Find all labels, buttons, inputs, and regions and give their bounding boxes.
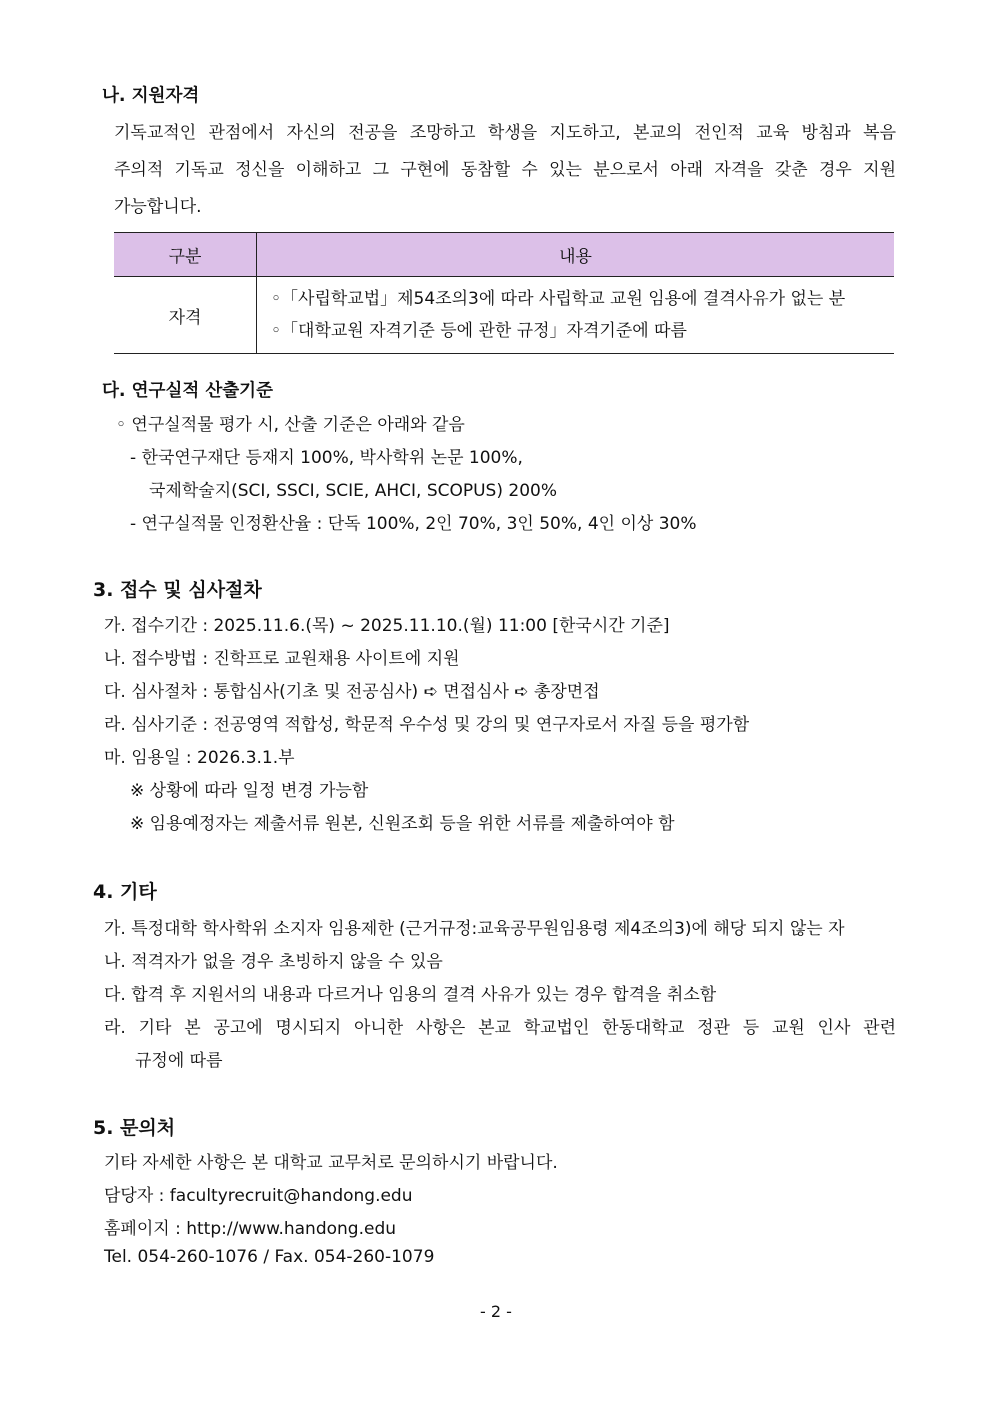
page-number: - 2 - xyxy=(480,1302,512,1321)
other-item: 다. 합격 후 지원서의 내용과 다르거나 임용의 결격 사유가 있는 경우 합격을 취소함 xyxy=(104,985,717,1005)
table-cell-label: 자격 xyxy=(114,277,257,354)
contact-person: 담당자 : facultyrecruit@handong.edu xyxy=(104,1186,413,1206)
section-heading-other: 4. 기타 xyxy=(93,881,157,903)
other-item-cont: 규정에 따름 xyxy=(135,1051,223,1071)
section-heading-contact: 5. 문의처 xyxy=(93,1117,176,1139)
table-header-content: 내용 xyxy=(257,233,895,277)
table-row xyxy=(114,277,894,354)
table-cell-content xyxy=(257,277,895,354)
contact-homepage: 홈페이지 : http://www.handong.edu xyxy=(104,1219,397,1239)
qualification-paragraph-line-2: 주의적 기독교 정신을 이해하고 그 구현에 동참할 수 있는 분으로서 아래 자격을 갖춘 경우 지원 xyxy=(114,160,896,180)
other-item: 나. 적격자가 없을 경우 초빙하지 않을 수 있음 xyxy=(104,952,443,972)
procedure-item: 가. 접수기간 : 2025.11.6.(목) ~ 2025.11.10.(월) 11:00 [한국시간 기준] xyxy=(104,616,670,636)
qualification-paragraph-line-1: 기독교적인 관점에서 자신의 전공을 조망하고 학생을 지도하고, 본교의 전인적 교육 방침과 복음 xyxy=(114,123,896,143)
procedure-note: ※ 상황에 따라 일정 변경 가능함 xyxy=(130,781,369,801)
procedure-note: ※ 임용예정자는 제출서류 원본, 신원조회 등을 위한 서류를 제출하여야 함 xyxy=(130,814,675,834)
procedure-item: 다. 심사절차 : 통합심사(기초 및 전공심사) ➪ 면접심사 ➪ 총장면접 xyxy=(104,682,600,702)
research-bullet: ◦ 연구실적물 평가 시, 산출 기준은 아래와 같음 xyxy=(116,415,465,435)
section-heading-procedure: 3. 접수 및 심사절차 xyxy=(93,579,262,601)
table-header-category: 구분 xyxy=(114,233,257,277)
contact-info-text: 기타 자세한 사항은 본 대학교 교무처로 문의하시기 바랍니다. xyxy=(104,1153,558,1173)
procedure-item: 마. 임용일 : 2026.3.1.부 xyxy=(104,748,295,768)
research-dash-item-cont: 국제학술지(SCI, SSCI, SCIE, AHCI, SCOPUS) 200% xyxy=(149,481,557,501)
other-item: 라. 기타 본 공고에 명시되지 아니한 사항은 본교 학교법인 한동대학교 정관 등 교원 인사 관련 xyxy=(104,1018,896,1038)
procedure-item: 나. 접수방법 : 진학프로 교원채용 사이트에 지원 xyxy=(104,649,460,669)
research-dash-item: - 연구실적물 인정환산율 : 단독 100%, 2인 70%, 3인 50%, 4인 이상 30% xyxy=(130,514,697,534)
contact-phone-fax: Tel. 054-260-1076 / Fax. 054-260-1079 xyxy=(104,1247,435,1267)
qualification-paragraph-line-3: 가능합니다. xyxy=(114,197,202,217)
table-header-row xyxy=(114,233,894,277)
procedure-item: 라. 심사기준 : 전공영역 적합성, 학문적 우수성 및 강의 및 연구자로서 자질 등을 평가함 xyxy=(104,715,750,735)
section-heading-research: 다. 연구실적 산출기준 xyxy=(102,381,273,401)
qualification-table xyxy=(114,232,894,354)
section-heading-qualification: 나. 지원자격 xyxy=(102,86,200,106)
table-item: ◦「사립학교법」제54조의3에 따라 사립학교 교원 임용에 결격사유가 없는 분 xyxy=(271,289,846,309)
other-item: 가. 특정대학 학사학위 소지자 임용제한 (근거규정:교육공무원임용령 제4조의3)에 해당 되지 않는 자 xyxy=(104,919,845,939)
research-dash-item: - 한국연구재단 등재지 100%, 박사학위 논문 100%, xyxy=(130,448,523,468)
table-item: ◦「대학교원 자격기준 등에 관한 규정」자격기준에 따름 xyxy=(271,321,687,341)
